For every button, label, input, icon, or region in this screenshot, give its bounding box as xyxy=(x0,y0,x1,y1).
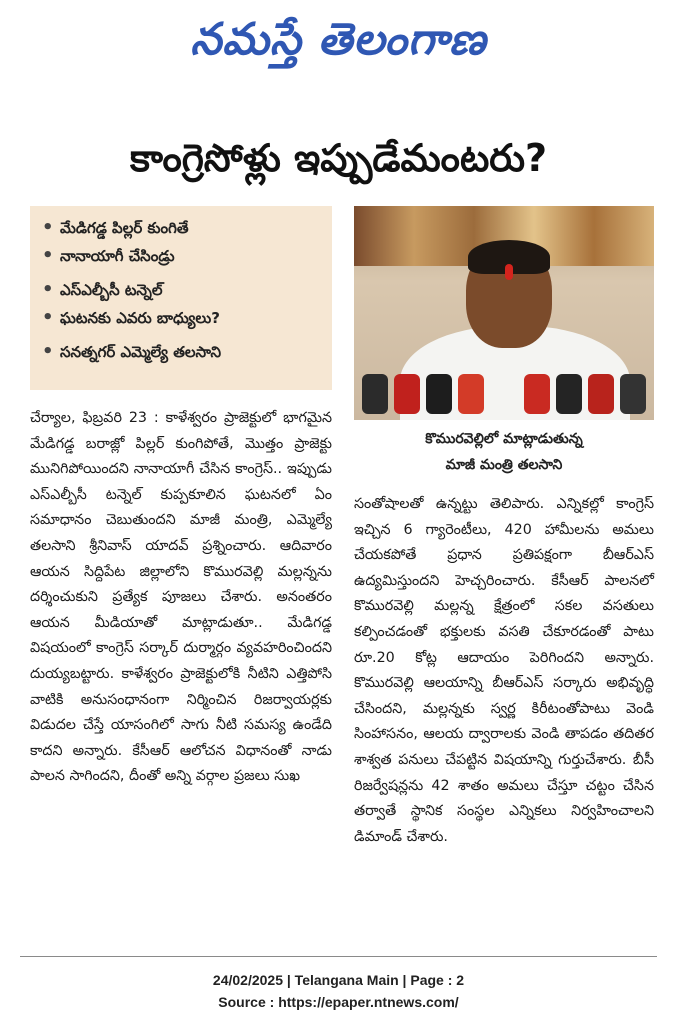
highlight-item: • సనత్నగర్ ఎమ్మెల్యే తలసాని xyxy=(38,338,324,366)
highlight-item: • ఘటనకు ఎవరు బాధ్యులు? xyxy=(38,304,324,332)
newspaper-masthead: నమస్తే తెలంగాణ xyxy=(190,14,487,65)
photo-caption xyxy=(354,420,654,482)
highlight-item: • నానాయాగీ చేసిండ్రు xyxy=(38,242,324,270)
press-meet-photo xyxy=(354,206,654,420)
source-info: Source : https://epaper.ntnews.com/ xyxy=(218,994,459,1010)
highlight-item: • ఎస్ఎల్బీసీ టన్నెల్ xyxy=(38,276,324,304)
article-column-left xyxy=(30,406,332,930)
article-column-right xyxy=(354,492,654,932)
article-headline: కాంగ్రెసోళ్లు ఇప్పుడేమంటరు? xyxy=(129,136,548,180)
photo-caption-line: కొమురవెల్లిలో మాట్లాడుతున్న xyxy=(425,431,583,447)
highlight-item: • మేడిగడ్డ పిల్లర్ కుంగితే xyxy=(38,214,324,242)
edition-info: 24/02/2025 | Telangana Main | Page : 2 xyxy=(212,972,465,988)
photo-caption-line: మాజీ మంత్రి తలసాని xyxy=(445,457,563,473)
article-text: చేర్యాల, ఫిబ్రవరి 23 : కాళేశ్వరం ప్రాజెక్టులో భాగమైన మేడిగడ్డ బరాజ్లో పిల్లర్ కుంగిపోతే, మొత్తం ప్రాజెక్టు మునిగిపోయిందని నానాయాగీ చేసిన కాంగ్రెస్.. ఇప్పుడు ఎస్ఎల్బీసీ టన్నెల్ కుప్పకూలిన ఘటనలో ఏం సమాధానం చెబుతుందని మాజీ మంత్రి, ఎమ్మెల్యే తలసాని శ్రీనివాస్ యాదవ్ ప్రశ్నించారు. ఆదివారం ఆయన సిద్దిపేట జిల్లాలోని కొమురవెల్లి మల్లన్నను దర్శించుకుని ప్రత్యేక పూజలు చేశారు. అనంతరం ఆయన మీడియాతో మాట్లాడుతూ.. మేడిగడ్డ విషయంలో కాంగ్రెస్ సర్కార్ దుర్మార్గం వ్యవహరించిందని దుయ్యబట్టారు. కాళేశ్వరం ప్రాజెక్టులోకి నీటిని ఎత్తిపోసి వాటికి అనుసంధానంగా నిర్మించిన రిజర్వాయర్లకు విడుదల చేస్తే యాసంగిలో సాగు నీటి సమస్య ఉండేది కాదని అన్నారు. కేసీఆర్ ఆలోచన విధానంతో నాడు పాలన సాగిందని, దీంతో అన్ని వర్గాల ప్రజలు సుఖ xyxy=(30,410,332,785)
highlights-box xyxy=(30,206,332,390)
footer-divider xyxy=(20,956,657,957)
article-text: సంతోషాలతో ఉన్నట్టు తెలిపారు. ఎన్నికల్లో కాంగ్రెస్ ఇచ్చిన 6 గ్యారెంటీలు, 420 హామీలను అమలు చేయకపోతే ప్రధాన ప్రతిపక్షంగా బీఆర్ఎస్ ఉద్యమిస్తుందని హెచ్చరించారు. కేసీఆర్ పాలనలో కొమురవెల్లి మల్లన్న క్షేత్రంలో సకల వసతులు కల్పించడంతో భక్తులకు వసతి చేకూరడంతో పాటు రూ.20 కోట్ల ఆదాయం పెరిగిందని అన్నారు. కొమురవెల్లి ఆలయాన్ని బీఆర్ఎస్ సర్కారు అభివృద్ధి చేసిందని, మల్లన్నకు స్వర్ణ కిరీటంతోపాటు వెండి సింహాసనం, ఆలయ ద్వారాలకు వెండి తాపడం తదితర శాశ్వత పనులు చేపట్టిన విషయాన్ని గుర్తుచేశారు. బీసీ రిజర్వేషన్లను 42 శాతం అమలు చేస్తూ చట్టం చేసిన తర్వాతే స్థానిక సంస్థల ఎన్నికలు నిర్వహించాలని డిమాండ్ చేశారు. xyxy=(354,496,654,845)
